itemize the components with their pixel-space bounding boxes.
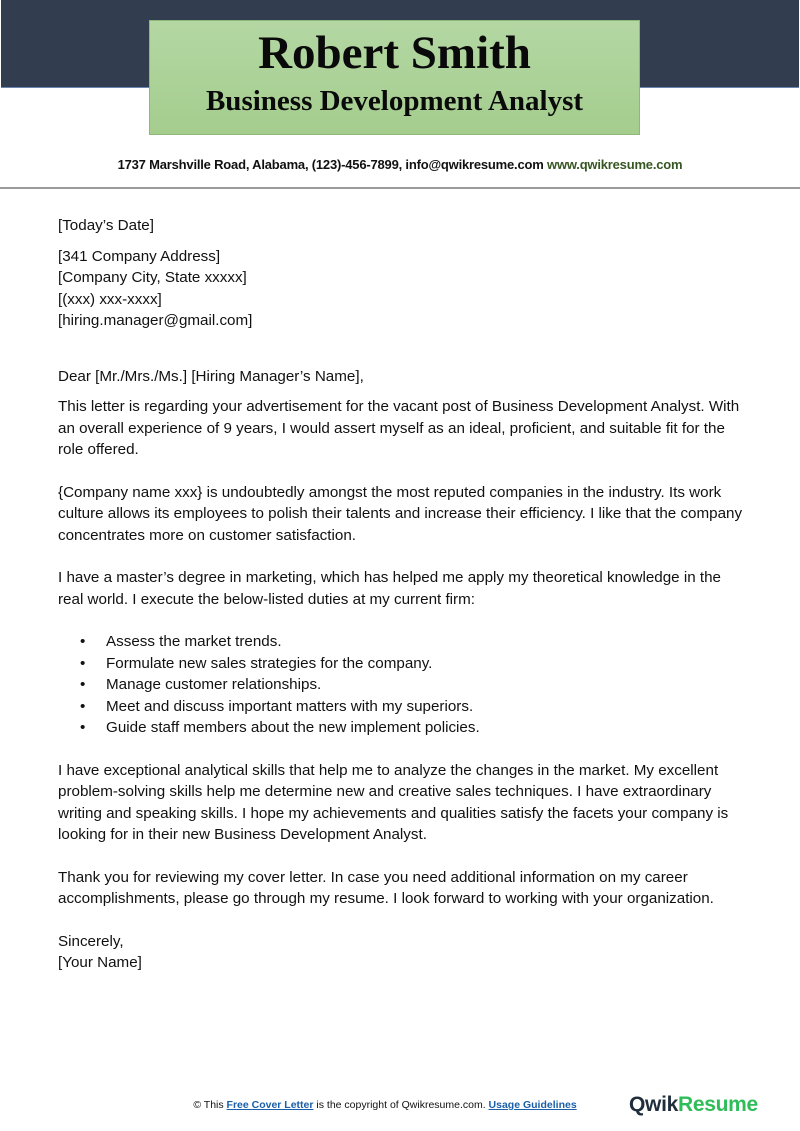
date: [Today’s Date] <box>58 217 154 234</box>
list-item: • Assess the market trends. <box>58 631 748 653</box>
signature: [Your Name] <box>58 954 142 971</box>
address-line: [hiring.manager@gmail.com] <box>58 312 253 329</box>
paragraph-skills: I have exceptional analytical skills that help me to analyze the changes in the market. My excellent problem-solving skills help me determine new and creative sales techniques. I have extraordinary writing and speaking skills. I hope my achievements and qualities satisfy the facets your company is looking for in their new Business Development Analyst. <box>58 761 729 843</box>
bullet-icon: • <box>80 654 86 672</box>
copyright-prefix: © This <box>193 1099 227 1111</box>
list-item: • Formulate new sales strategies for the company. <box>58 653 748 675</box>
list-item: • Manage customer relationships. <box>58 674 748 696</box>
salutation: Dear [Mr./Mrs./Ms.] [Hiring Manager’s Name], <box>58 367 364 385</box>
paragraph-company: {Company name xxx} is undoubtedly amongst the most reputed companies in the industry. Its work culture allows its employees to polish their talents and increase their efficiency. I like that the company concentrates more on customer satisfaction. <box>58 483 743 544</box>
paragraph-education: I have a master’s degree in marketing, which has helped me apply my theoretical knowledge in the real world. I execute the below-listed duties at my current firm: <box>58 569 721 608</box>
bullet-icon: • <box>80 697 86 715</box>
free-cover-letter-link[interactable]: Free Cover Letter <box>226 1099 314 1111</box>
header-divider <box>0 187 800 189</box>
name-box <box>149 20 640 135</box>
candidate-name: Robert Smith <box>258 27 531 79</box>
closing: Sincerely, <box>58 932 124 950</box>
job-title: Business Development Analyst <box>205 85 584 117</box>
bullet-icon: • <box>80 676 86 693</box>
list-item: • Guide staff members about the new implement policies. <box>58 717 748 739</box>
qwikresume-logo[interactable]: QwikResume <box>629 1093 758 1116</box>
address-line: [341 Company Address] <box>58 247 221 265</box>
bullet-icon: • <box>80 633 86 650</box>
paragraph-closing: Thank you for reviewing my cover letter. In case you need additional information on my career accomplishments, please go through my resume. I look forward to working with your organization. <box>58 868 714 907</box>
bullet-icon: • <box>80 719 86 736</box>
address-line: [Company City, State xxxxx] <box>58 269 247 286</box>
recipient-address <box>58 246 748 332</box>
usage-guidelines-link[interactable]: Usage Guidelines <box>488 1099 577 1111</box>
paragraph-intro: This letter is regarding your advertisement for the vacant post of Business Development Analyst. With an overall experience of 9 years, I would assert myself as an ideal, proficient, and suitable fit for the role offered. <box>58 398 740 458</box>
list-item: • Meet and discuss important matters with my superiors. <box>58 696 748 718</box>
contact-line <box>0 157 800 172</box>
website-link[interactable]: www.qwikresume.com <box>547 157 683 172</box>
contact-details: 1737 Marshville Road, Alabama, (123)-456-7899, info@qwikresume.com <box>117 157 544 172</box>
copyright-middle: is the copyright of Qwikresume.com. <box>313 1099 489 1111</box>
letter-body <box>58 215 748 974</box>
duties-list <box>58 631 748 739</box>
address-line: [(xxx) xxx-xxxx] <box>58 290 162 308</box>
